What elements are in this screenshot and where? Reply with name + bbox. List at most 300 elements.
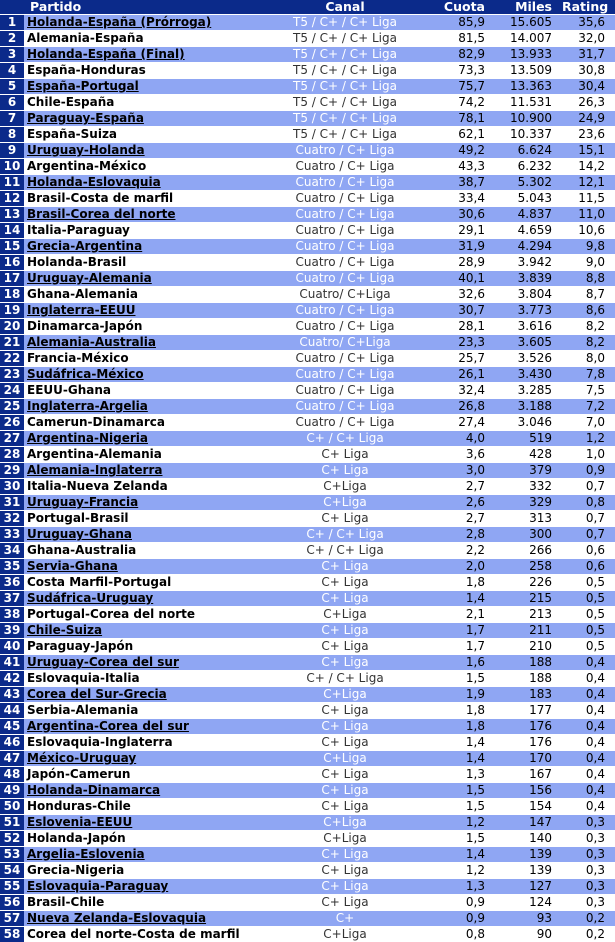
match-name: Uruguay-Francia — [24, 495, 262, 511]
row-number: 49 — [0, 783, 24, 799]
table-row — [0, 831, 615, 847]
rating-value: 35,6 — [562, 15, 615, 31]
viewers-value: 258 — [495, 559, 562, 575]
table-row — [0, 559, 615, 575]
viewers-value: 188 — [495, 655, 562, 671]
share-value: 1,5 — [428, 783, 495, 799]
viewers-value: 4.659 — [495, 223, 562, 239]
viewers-value: 13.933 — [495, 47, 562, 63]
share-value: 1,8 — [428, 575, 495, 591]
table-row — [0, 623, 615, 639]
rating-value: 0,5 — [562, 639, 615, 655]
share-value: 2,8 — [428, 527, 495, 543]
table-row — [0, 927, 615, 942]
rating-value: 9,0 — [562, 255, 615, 271]
rating-value: 0,5 — [562, 575, 615, 591]
channel: T5 / C+ / C+ Liga — [262, 111, 428, 127]
row-number: 41 — [0, 655, 24, 671]
rating-value: 14,2 — [562, 159, 615, 175]
rating-value: 0,6 — [562, 543, 615, 559]
channel: Cuatro / C+ Liga — [262, 319, 428, 335]
viewers-value: 170 — [495, 751, 562, 767]
match-name: Servia-Ghana — [24, 559, 262, 575]
share-value: 0,9 — [428, 911, 495, 927]
rating-value: 0,3 — [562, 831, 615, 847]
row-number: 30 — [0, 479, 24, 495]
row-number: 50 — [0, 799, 24, 815]
channel: C+ — [262, 911, 428, 927]
share-value: 82,9 — [428, 47, 495, 63]
share-value: 28,1 — [428, 319, 495, 335]
row-number: 40 — [0, 639, 24, 655]
rating-value: 0,4 — [562, 767, 615, 783]
match-name: Brasil-Costa de marfil — [24, 191, 262, 207]
viewers-value: 10.900 — [495, 111, 562, 127]
viewers-value: 15.605 — [495, 15, 562, 31]
channel: C+ Liga — [262, 511, 428, 527]
match-name: Brasil-Corea del norte — [24, 207, 262, 223]
channel: Cuatro / C+ Liga — [262, 383, 428, 399]
table-row — [0, 383, 615, 399]
viewers-value: 519 — [495, 431, 562, 447]
viewers-value: 93 — [495, 911, 562, 927]
rating-value: 0,7 — [562, 479, 615, 495]
channel: C+ Liga — [262, 623, 428, 639]
channel: Cuatro / C+ Liga — [262, 143, 428, 159]
rating-value: 12,1 — [562, 175, 615, 191]
row-number: 27 — [0, 431, 24, 447]
match-name: Eslovaquia-Italia — [24, 671, 262, 687]
channel: T5 / C+ / C+ Liga — [262, 95, 428, 111]
rating-value: 0,9 — [562, 463, 615, 479]
row-number: 1 — [0, 15, 24, 31]
row-number: 45 — [0, 719, 24, 735]
rating-value: 0,2 — [562, 911, 615, 927]
viewers-value: 211 — [495, 623, 562, 639]
channel: C+Liga — [262, 495, 428, 511]
match-name: Brasil-Chile — [24, 895, 262, 911]
viewers-value: 6.624 — [495, 143, 562, 159]
rating-value: 0,4 — [562, 655, 615, 671]
rating-value: 0,3 — [562, 895, 615, 911]
match-name: Argentina-Nigeria — [24, 431, 262, 447]
match-name: Alemania-España — [24, 31, 262, 47]
channel: T5 / C+ / C+ Liga — [262, 127, 428, 143]
channel: C+ / C+ Liga — [262, 431, 428, 447]
share-value: 1,8 — [428, 719, 495, 735]
match-name: Uruguay-Alemania — [24, 271, 262, 287]
viewers-value: 176 — [495, 735, 562, 751]
table-row — [0, 207, 615, 223]
table-row — [0, 799, 615, 815]
match-name: Nueva Zelanda-Eslovaquia — [24, 911, 262, 927]
match-name: Ghana-Australia — [24, 543, 262, 559]
match-name: Paraguay-Japón — [24, 639, 262, 655]
channel: Cuatro / C+ Liga — [262, 415, 428, 431]
viewers-value: 3.046 — [495, 415, 562, 431]
row-number: 44 — [0, 703, 24, 719]
viewers-value: 13.363 — [495, 79, 562, 95]
viewers-value: 14.007 — [495, 31, 562, 47]
table-row — [0, 319, 615, 335]
rating-value: 0,6 — [562, 559, 615, 575]
match-name: Alemania-Inglaterra — [24, 463, 262, 479]
row-number: 24 — [0, 383, 24, 399]
rating-value: 1,2 — [562, 431, 615, 447]
channel: C+Liga — [262, 815, 428, 831]
match-name: Corea del Sur-Grecia — [24, 687, 262, 703]
match-name: Chile-España — [24, 95, 262, 111]
share-value: 1,4 — [428, 591, 495, 607]
channel: C+ Liga — [262, 863, 428, 879]
table-row — [0, 527, 615, 543]
row-number: 20 — [0, 319, 24, 335]
row-number: 17 — [0, 271, 24, 287]
match-name: Uruguay-Holanda — [24, 143, 262, 159]
channel: C+ Liga — [262, 847, 428, 863]
viewers-value: 213 — [495, 607, 562, 623]
rating-value: 0,3 — [562, 847, 615, 863]
share-value: 27,4 — [428, 415, 495, 431]
viewers-value: 156 — [495, 783, 562, 799]
share-value: 85,9 — [428, 15, 495, 31]
viewers-value: 139 — [495, 847, 562, 863]
viewers-value: 5.043 — [495, 191, 562, 207]
channel: Cuatro / C+ Liga — [262, 351, 428, 367]
table-row — [0, 463, 615, 479]
viewers-value: 210 — [495, 639, 562, 655]
channel: C+ Liga — [262, 703, 428, 719]
share-value: 43,3 — [428, 159, 495, 175]
share-value: 1,7 — [428, 623, 495, 639]
match-name: España-Suiza — [24, 127, 262, 143]
viewers-value: 332 — [495, 479, 562, 495]
table-row — [0, 703, 615, 719]
rating-value: 10,6 — [562, 223, 615, 239]
table-row — [0, 351, 615, 367]
viewers-value: 183 — [495, 687, 562, 703]
rating-value: 0,4 — [562, 703, 615, 719]
row-number: 10 — [0, 159, 24, 175]
header-cuota: Cuota — [428, 0, 495, 15]
channel: Cuatro / C+ Liga — [262, 175, 428, 191]
row-number: 12 — [0, 191, 24, 207]
share-value: 1,7 — [428, 639, 495, 655]
viewers-value: 11.531 — [495, 95, 562, 111]
match-name: Honduras-Chile — [24, 799, 262, 815]
share-value: 1,3 — [428, 767, 495, 783]
match-name: Holanda-Japón — [24, 831, 262, 847]
row-number: 48 — [0, 767, 24, 783]
match-name: Inglaterra-EEUU — [24, 303, 262, 319]
viewers-value: 3.839 — [495, 271, 562, 287]
share-value: 31,9 — [428, 239, 495, 255]
match-name: Eslovenia-EEUU — [24, 815, 262, 831]
rating-value: 8,7 — [562, 287, 615, 303]
viewers-value: 266 — [495, 543, 562, 559]
share-value: 26,1 — [428, 367, 495, 383]
channel: C+ Liga — [262, 639, 428, 655]
viewers-value: 6.232 — [495, 159, 562, 175]
channel: C+Liga — [262, 751, 428, 767]
table-row — [0, 479, 615, 495]
channel: C+Liga — [262, 607, 428, 623]
match-name: Chile-Suiza — [24, 623, 262, 639]
rating-value: 8,8 — [562, 271, 615, 287]
channel: C+ / C+ Liga — [262, 671, 428, 687]
share-value: 26,8 — [428, 399, 495, 415]
rating-value: 24,9 — [562, 111, 615, 127]
channel: C+ Liga — [262, 655, 428, 671]
table-row — [0, 671, 615, 687]
table-row — [0, 191, 615, 207]
table-row — [0, 47, 615, 63]
share-value: 25,7 — [428, 351, 495, 367]
share-value: 2,1 — [428, 607, 495, 623]
row-number: 16 — [0, 255, 24, 271]
table-row — [0, 63, 615, 79]
match-name: Sudáfrica-Uruguay — [24, 591, 262, 607]
share-value: 30,7 — [428, 303, 495, 319]
match-name: Holanda-España (Final) — [24, 47, 262, 63]
rating-value: 0,4 — [562, 719, 615, 735]
rating-value: 0,5 — [562, 591, 615, 607]
channel: Cuatro / C+ Liga — [262, 207, 428, 223]
channel: C+ Liga — [262, 767, 428, 783]
channel: C+ Liga — [262, 559, 428, 575]
match-name: Costa Marfil-Portugal — [24, 575, 262, 591]
viewers-value: 124 — [495, 895, 562, 911]
rating-value: 8,0 — [562, 351, 615, 367]
channel: C+ Liga — [262, 447, 428, 463]
share-value: 1,5 — [428, 671, 495, 687]
match-name: Portugal-Corea del norte — [24, 607, 262, 623]
rating-value: 30,8 — [562, 63, 615, 79]
row-number: 6 — [0, 95, 24, 111]
table-row — [0, 767, 615, 783]
viewers-value: 428 — [495, 447, 562, 463]
match-name: Grecia-Argentina — [24, 239, 262, 255]
share-value: 29,1 — [428, 223, 495, 239]
rating-value: 0,4 — [562, 799, 615, 815]
table-row — [0, 367, 615, 383]
header-row — [0, 0, 615, 15]
share-value: 33,4 — [428, 191, 495, 207]
share-value: 74,2 — [428, 95, 495, 111]
table-row — [0, 911, 615, 927]
match-name: Eslovaquia-Inglaterra — [24, 735, 262, 751]
viewers-value: 188 — [495, 671, 562, 687]
share-value: 1,2 — [428, 863, 495, 879]
table-row — [0, 399, 615, 415]
share-value: 78,1 — [428, 111, 495, 127]
share-value: 1,6 — [428, 655, 495, 671]
channel: T5 / C+ / C+ Liga — [262, 47, 428, 63]
match-name: Uruguay-Ghana — [24, 527, 262, 543]
match-name: Eslovaquia-Paraguay — [24, 879, 262, 895]
table-row — [0, 687, 615, 703]
row-number: 35 — [0, 559, 24, 575]
row-number: 31 — [0, 495, 24, 511]
share-value: 1,8 — [428, 703, 495, 719]
share-value: 3,0 — [428, 463, 495, 479]
row-number: 26 — [0, 415, 24, 431]
rating-value: 0,4 — [562, 735, 615, 751]
share-value: 1,5 — [428, 799, 495, 815]
table-row — [0, 879, 615, 895]
table-row — [0, 591, 615, 607]
row-number: 57 — [0, 911, 24, 927]
row-number: 43 — [0, 687, 24, 703]
row-number: 51 — [0, 815, 24, 831]
rating-value: 0,4 — [562, 751, 615, 767]
rating-value: 11,5 — [562, 191, 615, 207]
match-name: Portugal-Brasil — [24, 511, 262, 527]
match-name: Ghana-Alemania — [24, 287, 262, 303]
row-number: 52 — [0, 831, 24, 847]
table-row — [0, 735, 615, 751]
match-name: Holanda-Brasil — [24, 255, 262, 271]
match-name: Camerun-Dinamarca — [24, 415, 262, 431]
match-name: Corea del norte-Costa de marfil — [24, 927, 262, 942]
rating-value: 0,8 — [562, 495, 615, 511]
row-number: 28 — [0, 447, 24, 463]
table-row — [0, 127, 615, 143]
row-number: 39 — [0, 623, 24, 639]
share-value: 28,9 — [428, 255, 495, 271]
share-value: 1,5 — [428, 831, 495, 847]
channel: Cuatro / C+ Liga — [262, 255, 428, 271]
share-value: 1,4 — [428, 751, 495, 767]
channel: Cuatro/ C+Liga — [262, 335, 428, 351]
viewers-value: 329 — [495, 495, 562, 511]
row-number: 32 — [0, 511, 24, 527]
share-value: 30,6 — [428, 207, 495, 223]
table-row — [0, 607, 615, 623]
row-number: 19 — [0, 303, 24, 319]
table-row — [0, 543, 615, 559]
row-number: 15 — [0, 239, 24, 255]
viewers-value: 4.837 — [495, 207, 562, 223]
channel: Cuatro / C+ Liga — [262, 159, 428, 175]
share-value: 2,6 — [428, 495, 495, 511]
match-name: Francia-México — [24, 351, 262, 367]
channel: Cuatro / C+ Liga — [262, 367, 428, 383]
row-number: 9 — [0, 143, 24, 159]
table-row — [0, 79, 615, 95]
match-name: Paraguay-España — [24, 111, 262, 127]
table-row — [0, 175, 615, 191]
share-value: 1,2 — [428, 815, 495, 831]
match-name: Argentina-Corea del sur — [24, 719, 262, 735]
rating-value: 7,0 — [562, 415, 615, 431]
channel: C+Liga — [262, 927, 428, 942]
viewers-value: 176 — [495, 719, 562, 735]
rating-value: 0,4 — [562, 671, 615, 687]
table-row — [0, 783, 615, 799]
viewers-value: 3.616 — [495, 319, 562, 335]
channel: C+ Liga — [262, 735, 428, 751]
row-number: 3 — [0, 47, 24, 63]
match-name: Inglaterra-Argelia — [24, 399, 262, 415]
match-name: Alemania-Australia — [24, 335, 262, 351]
share-value: 0,8 — [428, 927, 495, 942]
channel: Cuatro / C+ Liga — [262, 223, 428, 239]
table-row — [0, 895, 615, 911]
table-row — [0, 255, 615, 271]
rating-value: 26,3 — [562, 95, 615, 111]
table-row — [0, 751, 615, 767]
share-value: 0,9 — [428, 895, 495, 911]
table-row — [0, 639, 615, 655]
table-row — [0, 271, 615, 287]
row-number: 21 — [0, 335, 24, 351]
table-row — [0, 95, 615, 111]
viewers-value: 147 — [495, 815, 562, 831]
viewers-value: 3.285 — [495, 383, 562, 399]
viewers-value: 140 — [495, 831, 562, 847]
table-row — [0, 719, 615, 735]
row-number: 29 — [0, 463, 24, 479]
channel: C+ Liga — [262, 895, 428, 911]
match-name: Italia-Nueva Zelanda — [24, 479, 262, 495]
share-value: 2,7 — [428, 511, 495, 527]
viewers-value: 13.509 — [495, 63, 562, 79]
rating-value: 32,0 — [562, 31, 615, 47]
rating-value: 0,4 — [562, 687, 615, 703]
viewers-value: 3.773 — [495, 303, 562, 319]
channel: C+ Liga — [262, 799, 428, 815]
rating-value: 7,2 — [562, 399, 615, 415]
match-name: Uruguay-Corea del sur — [24, 655, 262, 671]
rating-value: 0,7 — [562, 527, 615, 543]
row-number: 13 — [0, 207, 24, 223]
match-name: México-Uruguay — [24, 751, 262, 767]
row-number: 54 — [0, 863, 24, 879]
share-value: 32,4 — [428, 383, 495, 399]
share-value: 40,1 — [428, 271, 495, 287]
channel: C+ Liga — [262, 575, 428, 591]
share-value: 62,1 — [428, 127, 495, 143]
viewers-value: 3.804 — [495, 287, 562, 303]
channel: Cuatro / C+ Liga — [262, 239, 428, 255]
table-row — [0, 655, 615, 671]
viewers-value: 4.294 — [495, 239, 562, 255]
channel: C+ / C+ Liga — [262, 527, 428, 543]
match-name: EEUU-Ghana — [24, 383, 262, 399]
match-name: Argelia-Eslovenia — [24, 847, 262, 863]
rating-value: 7,8 — [562, 367, 615, 383]
viewers-value: 10.337 — [495, 127, 562, 143]
share-value: 3,6 — [428, 447, 495, 463]
header-miles: Miles — [495, 0, 562, 15]
table-row — [0, 303, 615, 319]
channel: T5 / C+ / C+ Liga — [262, 31, 428, 47]
header-num — [0, 0, 24, 15]
rating-value: 0,5 — [562, 623, 615, 639]
channel: C+ Liga — [262, 783, 428, 799]
row-number: 34 — [0, 543, 24, 559]
row-number: 18 — [0, 287, 24, 303]
share-value: 75,7 — [428, 79, 495, 95]
match-name: España-Honduras — [24, 63, 262, 79]
viewers-value: 154 — [495, 799, 562, 815]
channel: T5 / C+ / C+ Liga — [262, 79, 428, 95]
viewers-value: 167 — [495, 767, 562, 783]
row-number: 56 — [0, 895, 24, 911]
rating-value: 11,0 — [562, 207, 615, 223]
share-value: 23,3 — [428, 335, 495, 351]
